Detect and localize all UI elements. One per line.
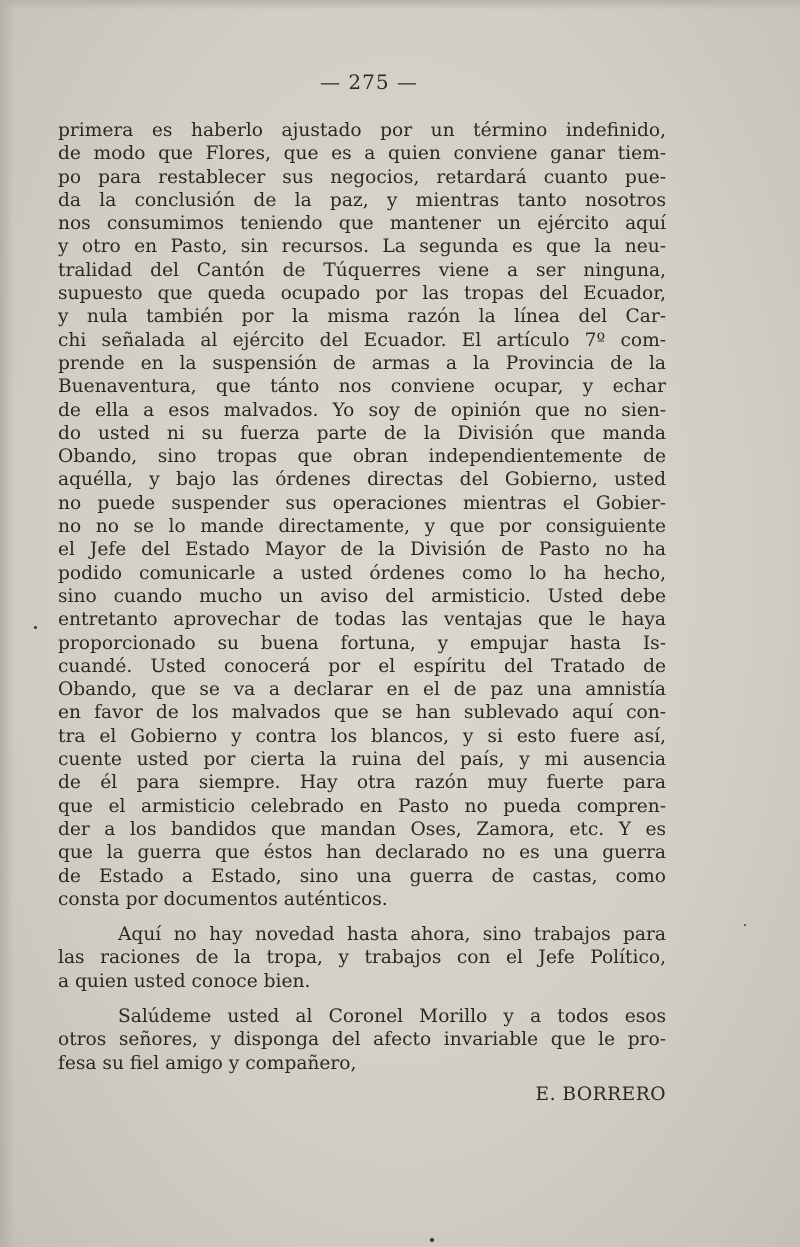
text-line: der a los bandidos que mandan Oses, Zamora, etc. Y es <box>58 818 666 840</box>
text-line: prende en la suspensión de armas a la Provincia de la <box>58 352 666 374</box>
text-line: sino cuando mucho un aviso del armisticio. Usted debe <box>58 585 666 607</box>
text-line: do usted ni su fuerza parte de la División que manda <box>58 422 666 444</box>
text-line: Salúdeme usted al Coronel Morillo y a todos esos <box>118 1005 666 1027</box>
text-line: el Jefe del Estado Mayor de la División de Pasto no ha <box>58 539 666 561</box>
signature: E. BORRERO <box>535 1084 666 1105</box>
text-line: cuente usted por cierta la ruina del país, y mi ausencia <box>58 749 666 771</box>
paper-speck <box>430 1238 434 1242</box>
text-line: aquélla, y bajo las órdenes directas del Gobierno, usted <box>58 469 666 491</box>
paragraph-2 <box>58 923 666 993</box>
text-line: Obando, que se va a declarar en el de paz una amnistía <box>58 679 666 701</box>
text-line: que la guerra que éstos han declarado no es una guerra <box>58 842 666 864</box>
text-line: no no se lo mande directamente, y que por consiguiente <box>58 516 666 538</box>
text-line: y otro en Pasto, sin recursos. La segunda es que la neu- <box>58 236 666 258</box>
page-number: — 275 — <box>320 70 418 94</box>
paragraph-spacer <box>58 993 666 1005</box>
text-line: fesa su fiel amigo y compañero, <box>58 1052 357 1074</box>
text-line: en favor de los malvados que se han sublevado aquí con- <box>58 702 666 724</box>
text-line: de modo que Flores, que es a quien conviene ganar tiem- <box>58 143 666 165</box>
paragraph-spacer <box>58 911 666 923</box>
text-line: de Estado a Estado, sino una guerra de castas, como <box>58 865 666 887</box>
text-line: cuandé. Usted conocerá por el espíritu del Tratado de <box>58 655 666 677</box>
text-line: primera es haberlo ajustado por un término indefinido, <box>58 120 666 141</box>
paragraph-3 <box>58 1005 666 1075</box>
text-line: a quien usted conoce bien. <box>58 970 311 992</box>
text-line: otros señores, y disponga del afecto invariable que le pro- <box>58 1029 666 1051</box>
text-line: entretanto aprovechar de todas las ventajas que le haya <box>58 609 666 631</box>
text-line: no puede suspender sus operaciones mientras el Gobier- <box>58 492 666 514</box>
text-line: supuesto que queda ocupado por las tropas del Ecuador, <box>58 283 666 305</box>
text-line: consta por documentos auténticos. <box>58 888 388 910</box>
text-line: podido comunicarle a usted órdenes como lo ha hecho, <box>58 562 666 584</box>
text-line: nos consumimos teniendo que mantener un ejército aquí <box>58 213 666 235</box>
letter-body <box>58 119 666 1075</box>
text-line: Aquí no hay novedad hasta ahora, sino trabajos para <box>118 924 666 946</box>
text-line: de él para siempre. Hay otra razón muy fuerte para <box>58 772 666 794</box>
paragraph-1 <box>58 119 666 911</box>
page-top-shadow <box>0 0 800 10</box>
text-line: Buenaventura, que tánto nos conviene ocupar, y echar <box>58 376 666 398</box>
text-line: Obando, sino tropas que obran independientemente de <box>58 446 666 468</box>
page-edge-shadow <box>0 0 14 1247</box>
text-line: chi señalada al ejército del Ecuador. El artículo 7º com- <box>58 329 666 351</box>
paper-speck <box>34 626 37 629</box>
text-line: tralidad del Cantón de Túquerres viene a ser ninguna, <box>58 259 666 281</box>
text-line: da la conclusión de la paz, y mientras tanto nosotros <box>58 189 666 211</box>
text-line: proporcionado su buena fortuna, y empujar hasta Is- <box>58 632 666 654</box>
text-line: po para restablecer sus negocios, retardará cuanto pue- <box>58 166 666 188</box>
text-line: las raciones de la tropa, y trabajos con el Jefe Político, <box>58 947 666 969</box>
paper-speck <box>744 924 746 926</box>
text-line: que el armisticio celebrado en Pasto no pueda compren- <box>58 795 666 817</box>
text-line: tra el Gobierno y contra los blancos, y si esto fuere así, <box>58 725 666 747</box>
text-line: y nula también por la misma razón la línea del Car- <box>58 306 666 328</box>
text-line: de ella a esos malvados. Yo soy de opinión que no sien- <box>58 399 666 421</box>
